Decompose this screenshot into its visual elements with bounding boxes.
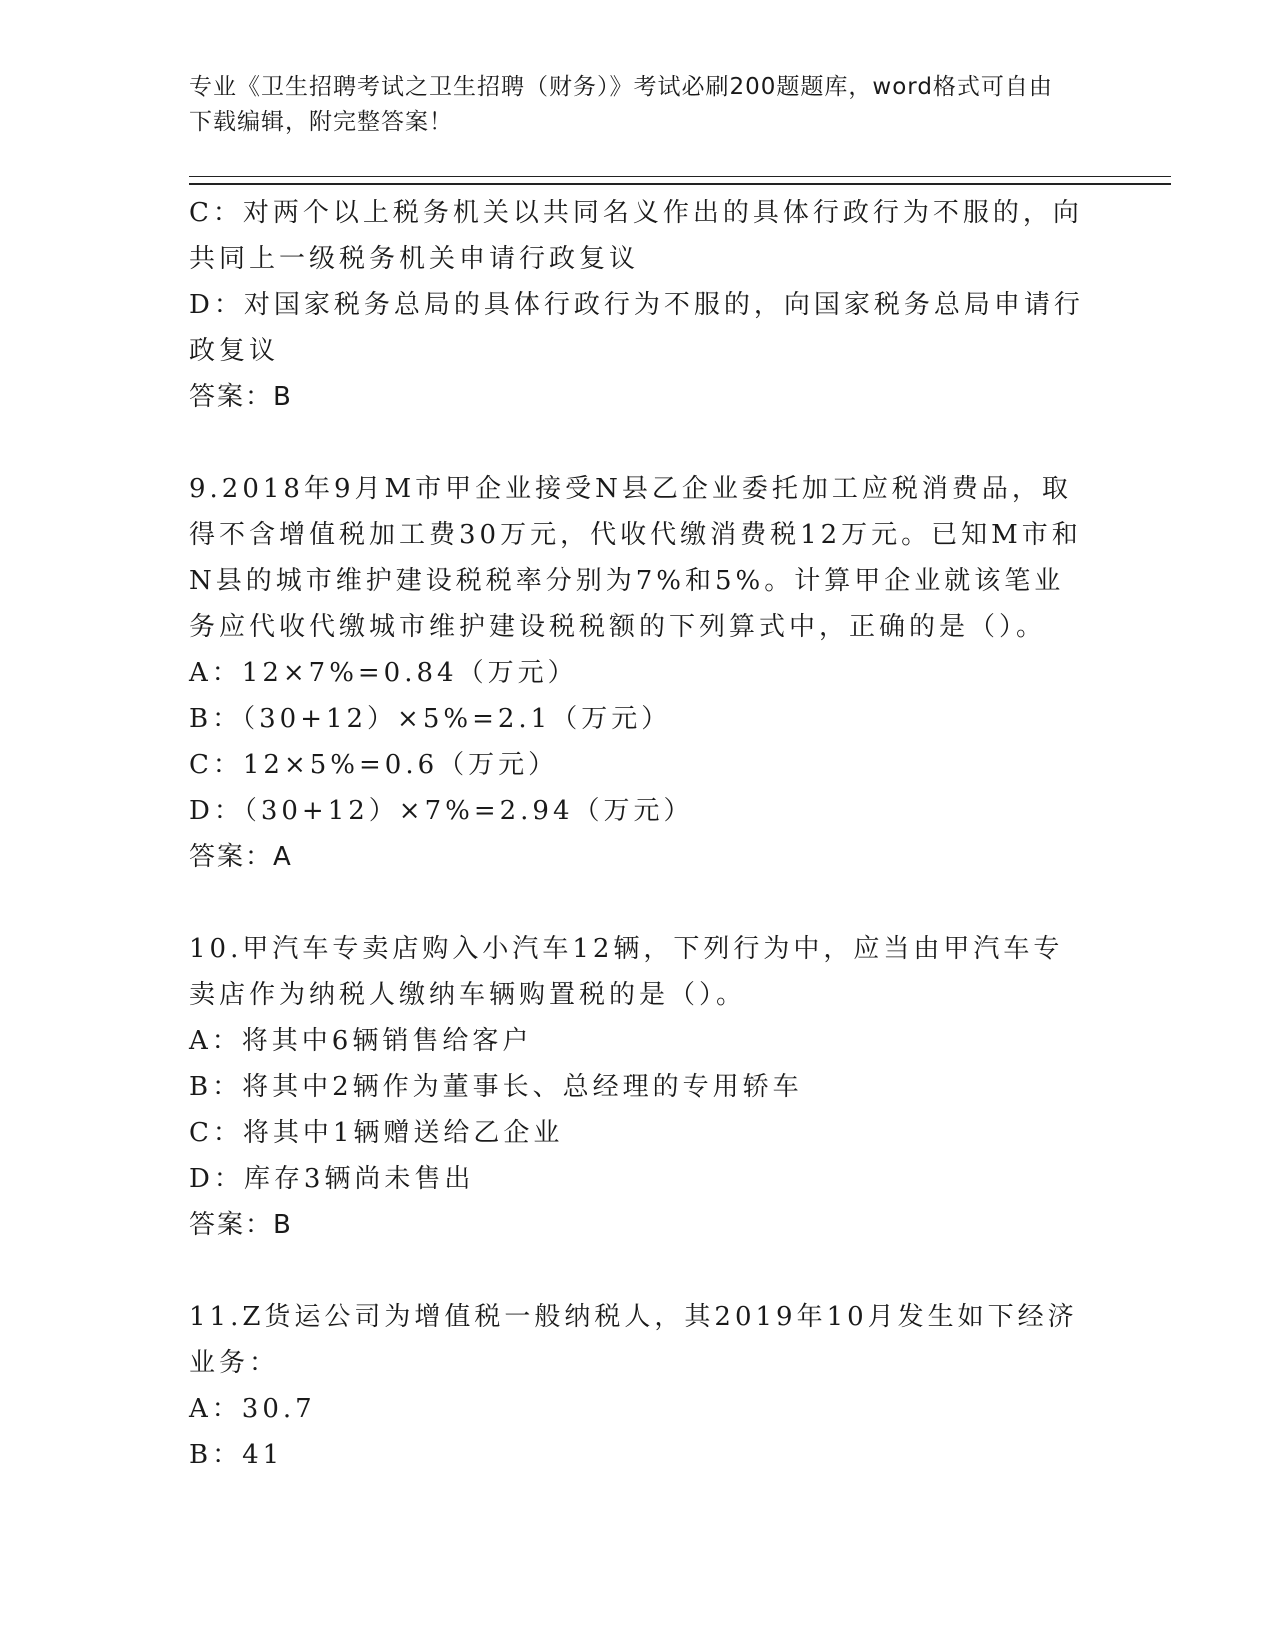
question-stem: 11.Z货运公司为增值税一般纳税人，其2019年10月发生如下经济业务： <box>189 1302 1078 1378</box>
option-a: A：30.7 <box>189 1394 316 1424</box>
spacer <box>189 1248 1089 1294</box>
answer: 答案：A <box>189 842 293 872</box>
option-c: C：12×5%=0.6（万元） <box>189 750 559 780</box>
question-stem: 9.2018年9月M市甲企业接受N县乙企业委托加工应税消费品，取得不含增值税加工费30万元，代收代缴消费税12万元。已知M市和N县的城市维护建设税税率分别为7%和5%。计算甲企业就该笔业务应代收代缴城市维护建设税税额的下列算式中，正确的是（）。 <box>189 474 1082 642</box>
question-stem: 10.甲汽车专卖店购入小汽车12辆，下列行为中，应当由甲汽车专卖店作为纳税人缴纳车辆购置税的是（）。 <box>189 934 1064 1010</box>
answer: 答案：B <box>189 1210 293 1240</box>
option-c: C：将其中1辆赠送给乙企业 <box>189 1118 564 1148</box>
question-9 <box>189 466 1089 880</box>
option-b: B：将其中2辆作为董事长、总经理的专用轿车 <box>189 1072 803 1102</box>
header-rule-thick <box>189 183 1171 185</box>
spacer <box>189 420 1089 466</box>
option-c: C：对两个以上税务机关以共同名义作出的具体行政行为不服的，向共同上一级税务机关申请行政复议 <box>189 198 1083 274</box>
option-d: D：库存3辆尚未售出 <box>189 1164 475 1194</box>
header-rule-thin <box>189 176 1171 177</box>
option-d: D：（30+12）×7%=2.94（万元） <box>189 796 694 826</box>
answer: 答案：B <box>189 382 293 412</box>
question-8-tail <box>189 190 1089 420</box>
option-a: A：将其中6辆销售给客户 <box>189 1026 533 1056</box>
question-11 <box>189 1294 1089 1478</box>
spacer <box>189 880 1089 926</box>
option-b: B：（30+12）×5%=2.1（万元） <box>189 704 672 734</box>
option-d: D：对国家税务总局的具体行政行为不服的，向国家税务总局申请行政复议 <box>189 290 1084 366</box>
document-header <box>189 70 1069 140</box>
option-a: A：12×7%=0.84（万元） <box>189 658 578 688</box>
header-text: 专业《卫生招聘考试之卫生招聘（财务）》考试必刷200题题库，word格式可自由下载编辑，附完整答案！ <box>189 74 1053 135</box>
question-10 <box>189 926 1089 1248</box>
option-b: B：41 <box>189 1440 284 1470</box>
question-content <box>189 190 1089 1478</box>
